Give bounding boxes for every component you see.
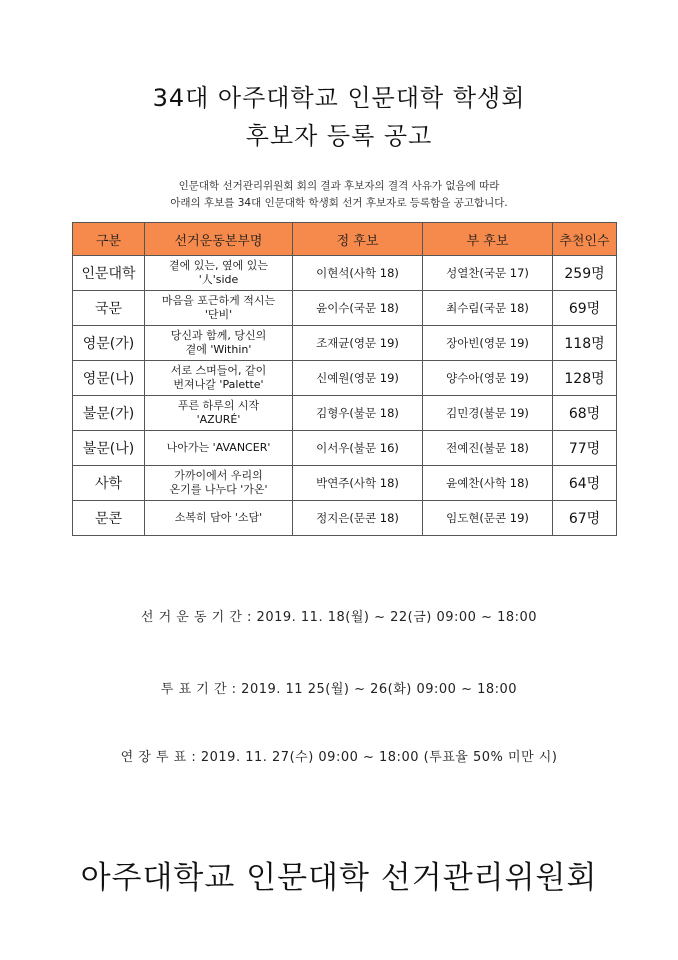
header-division: 구분	[73, 223, 145, 256]
campaign-line-1: 마음을 포근하게 적시는	[161, 294, 276, 307]
campaign-line-1: 서로 스며들어, 같이	[170, 364, 267, 377]
table-row	[73, 361, 617, 396]
division-cell: 문콘	[73, 501, 145, 536]
campaign-line-2: '단비'	[204, 308, 233, 321]
division-cell: 영문(가)	[73, 326, 145, 361]
notice-title: 34대 아주대학교 인문대학 학생회	[152, 84, 526, 112]
campaign-line-2: 번져나갈 'Palette'	[173, 378, 264, 391]
table-header-row	[73, 223, 617, 256]
division-cell: 인문대학	[73, 256, 145, 291]
campaign-cell	[145, 326, 293, 361]
recommendation-cell: 259명	[553, 256, 617, 291]
recommendation-cell: 64명	[553, 466, 617, 501]
header-campaign-name: 선거운동본부명	[145, 223, 293, 256]
vice-candidate-cell: 윤예찬(사학 18)	[423, 466, 553, 501]
campaign-cell	[145, 501, 293, 536]
recommendation-cell: 118명	[553, 326, 617, 361]
issuer-signature: 아주대학교 인문대학 선거관리위원회	[80, 860, 598, 896]
division-cell: 사학	[73, 466, 145, 501]
vice-candidate-cell: 김민경(불문 19)	[423, 396, 553, 431]
main-candidate-cell: 이서우(불문 16)	[293, 431, 423, 466]
campaign-line-1: 소복히 담아 '소담'	[174, 511, 263, 524]
vice-candidate-cell: 장아빈(영문 19)	[423, 326, 553, 361]
campaign-cell	[145, 466, 293, 501]
vice-candidate-cell: 최수림(국문 18)	[423, 291, 553, 326]
vice-candidate-cell: 전예진(불문 18)	[423, 431, 553, 466]
campaign-cell	[145, 291, 293, 326]
division-cell: 불문(가)	[73, 396, 145, 431]
main-candidate-cell: 박연주(사학 18)	[293, 466, 423, 501]
header-main-candidate: 정 후보	[293, 223, 423, 256]
main-candidate-cell: 김형우(불문 18)	[293, 396, 423, 431]
vice-candidate-cell: 임도현(문콘 19)	[423, 501, 553, 536]
campaign-line-2: '人'side	[198, 273, 239, 286]
campaign-line-1: 가까이에서 우리의	[174, 469, 263, 482]
main-candidate-cell: 윤이수(국문 18)	[293, 291, 423, 326]
recommendation-cell: 69명	[553, 291, 617, 326]
campaign-line-2: 온기를 나누다 '가온'	[169, 483, 268, 496]
vice-candidate-cell: 성열찬(국문 17)	[423, 256, 553, 291]
extended-voting-period: 연 장 투 표 : 2019. 11. 27(수) 09:00 ~ 18:00 (투표율 50% 미만 시)	[120, 750, 558, 765]
recommendation-cell: 68명	[553, 396, 617, 431]
main-candidate-cell: 조재균(영문 19)	[293, 326, 423, 361]
candidate-table	[72, 222, 617, 536]
campaign-line-1: 당신과 함께, 당신의	[170, 329, 267, 342]
campaign-line-2: 'AZURÉ'	[196, 413, 241, 426]
campaign-line-2: 곁에 'Within'	[185, 343, 252, 356]
voting-period: 투 표 기 간 : 2019. 11 25(월) ~ 26(화) 09:00 ~ 18:00	[160, 682, 518, 697]
table-row	[73, 431, 617, 466]
table-row	[73, 291, 617, 326]
header-recommendations: 추천인수	[553, 223, 617, 256]
campaign-line-1: 푸른 하루의 시작	[177, 399, 260, 412]
campaign-cell	[145, 396, 293, 431]
recommendation-cell: 77명	[553, 431, 617, 466]
division-cell: 불문(나)	[73, 431, 145, 466]
campaign-period: 선 거 운 동 기 간 : 2019. 11. 18(월) ~ 22(금) 09:00 ~ 18:00	[140, 610, 538, 625]
table-row	[73, 396, 617, 431]
main-candidate-cell: 이현석(사학 18)	[293, 256, 423, 291]
main-candidate-cell: 정지은(문콘 18)	[293, 501, 423, 536]
campaign-cell	[145, 256, 293, 291]
recommendation-cell: 128명	[553, 361, 617, 396]
vice-candidate-cell: 양수아(영문 19)	[423, 361, 553, 396]
intro-line-1: 인문대학 선거관리위원회 회의 결과 후보자의 결격 사유가 없음에 따라	[178, 180, 500, 192]
campaign-line-1: 곁에 있는, 옆에 있는	[169, 259, 268, 272]
notice-subtitle: 후보자 등록 공고	[245, 122, 433, 150]
campaign-cell	[145, 431, 293, 466]
table-row	[73, 326, 617, 361]
division-cell: 영문(나)	[73, 361, 145, 396]
campaign-cell	[145, 361, 293, 396]
recommendation-cell: 67명	[553, 501, 617, 536]
campaign-line-1: 나아가는 'AVANCER'	[166, 441, 271, 454]
division-cell: 국문	[73, 291, 145, 326]
main-candidate-cell: 신예원(영문 19)	[293, 361, 423, 396]
table-row	[73, 466, 617, 501]
header-vice-candidate: 부 후보	[423, 223, 553, 256]
intro-line-2: 아래의 후보를 34대 인문대학 학생회 선거 후보자로 등록함을 공고합니다.	[170, 197, 508, 209]
table-row	[73, 256, 617, 291]
table-row	[73, 501, 617, 536]
